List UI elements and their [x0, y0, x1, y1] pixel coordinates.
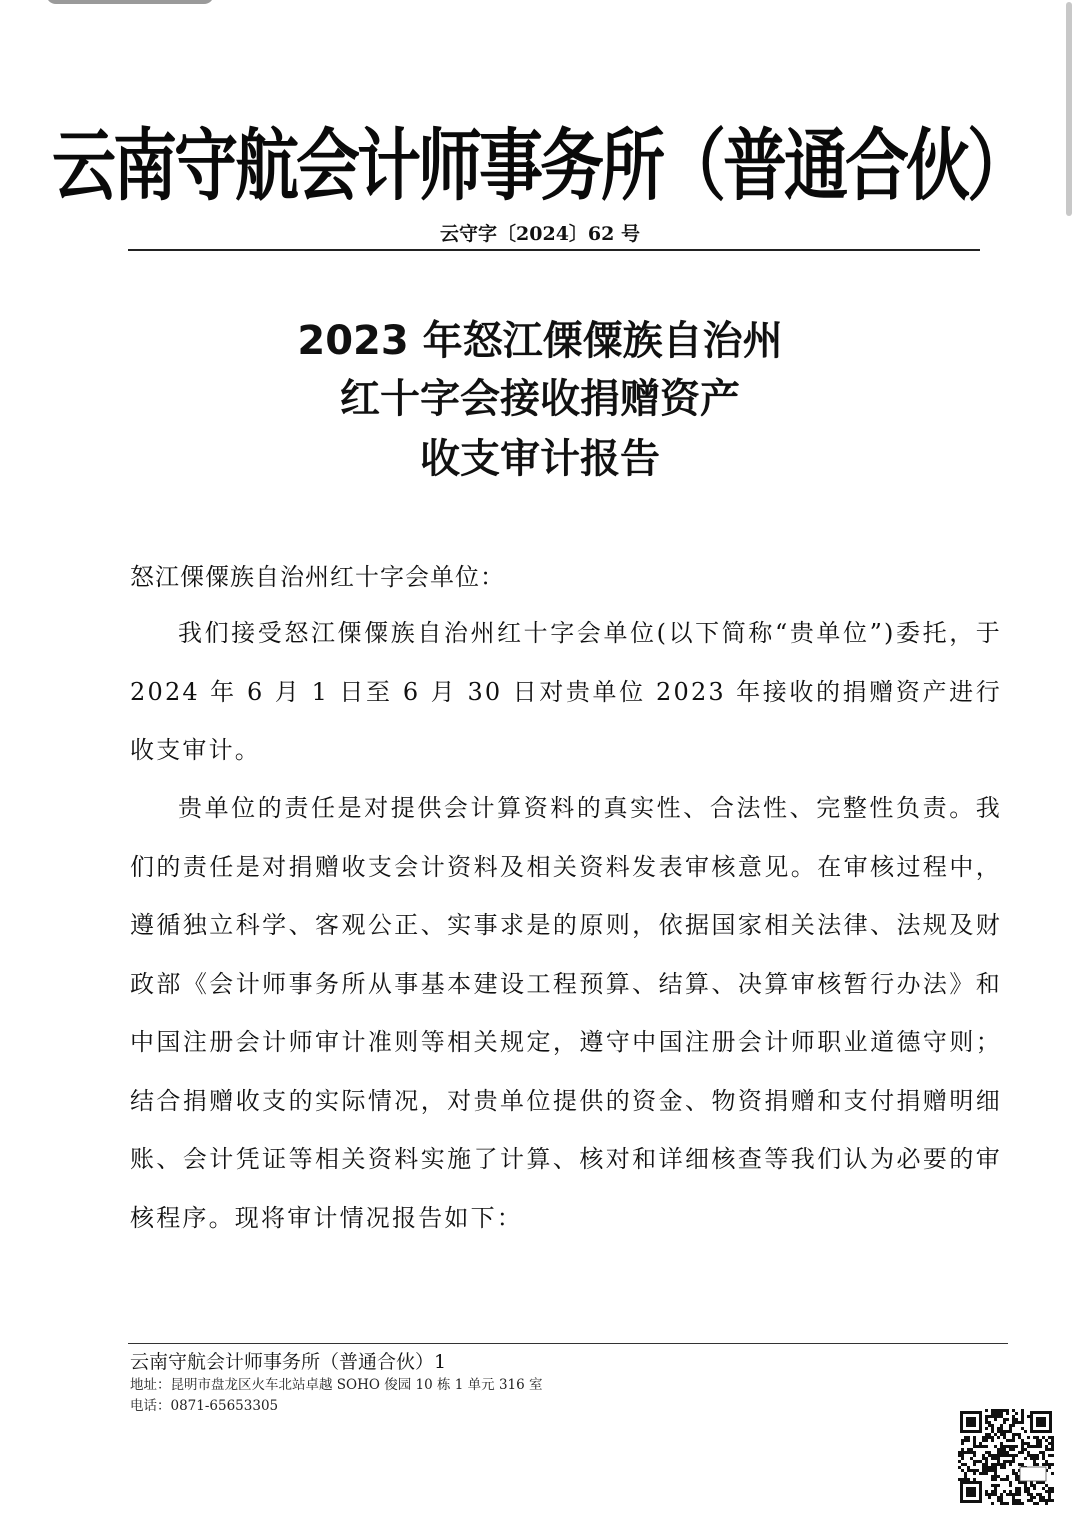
body-paragraph-2: 贵单位的责任是对提供会计算资料的真实性、合法性、完整性负责。我们的责任是对捐赠收支会计资料及相关资料发表审核意见。在审核过程中，遵循独立科学、客观公正、实事求是的原则，依据国家相关法律、法规及财政部《会计师事务所从事基本建设工程预算、结算、决算审核暂行办法》和中国注册会计师审计准则等相关规定，遵守中国注册会计师职业道德守则；结合捐赠收支的实际情况，对贵单位提供的资金、物资捐赠和支付捐赠明细账、会计凭证等相关资料实施了计算、核对和详细核查等我们认为必要的审核程序。现将审计情况报告如下： — [130, 794, 1002, 1232]
footer-divider — [128, 1343, 1008, 1344]
header-divider — [128, 249, 980, 251]
qr-code-icon — [958, 1409, 1054, 1505]
report-title-line-1: 2023 年怒江傈僳族自治州 — [297, 318, 783, 364]
top-tab-handle — [46, 0, 214, 4]
addressee: 怒江傈僳族自治州红十字会单位： — [130, 563, 505, 591]
firm-letterhead-title: 云南守航会计师事务所（普通合伙） — [52, 121, 1028, 212]
footer-address: 地址：昆明市盘龙区火车北站卓越 SOHO 俊园 10 栋 1 单元 316 室 — [130, 1377, 543, 1393]
body-paragraph-1: 我们接受怒江傈僳族自治州红十字会单位(以下简称“贵单位”)委托，于 2024 年 6 月 1 日至 6 月 30 日对贵单位 2023 年接收的捐赠资产进行收支审计。 — [130, 619, 1002, 764]
report-title-line-2: 红十字会接收捐赠资产 — [340, 376, 740, 422]
footer-firm-and-page: 云南守航会计师事务所（普通合伙）1 — [130, 1351, 447, 1373]
report-title-line-3: 收支审计报告 — [420, 436, 660, 482]
document-number: 云守字〔2024〕62 号 — [440, 223, 640, 245]
footer-phone: 电话：0871-65653305 — [130, 1398, 279, 1414]
